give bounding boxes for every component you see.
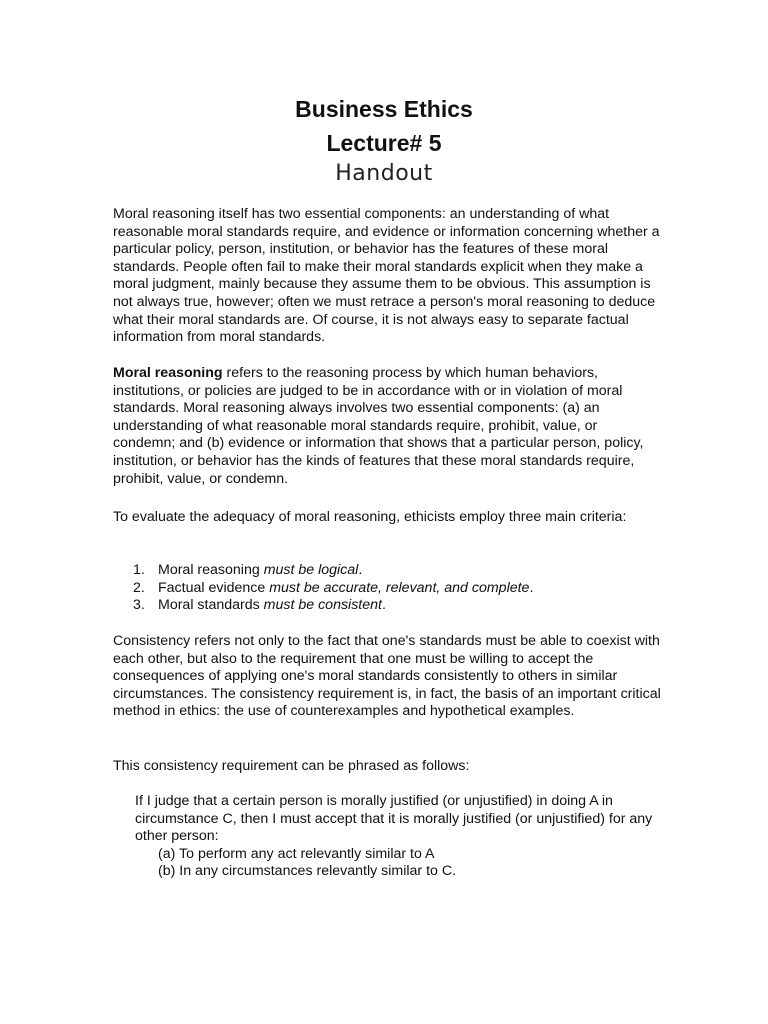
criteria-item [113, 580, 661, 598]
document-title: Business Ethics [295, 96, 473, 122]
criteria-emphasis: must be logical [263, 562, 359, 578]
criteria-item [113, 597, 661, 615]
criteria-number: 1. [133, 562, 145, 578]
definition-paragraph [113, 365, 661, 488]
criteria-item [113, 562, 661, 580]
criteria-number: 2. [133, 579, 145, 596]
statement-text: If I judge that a certain person is morally justified (or unjustified) in doing A in circumstance C, then I must accept that it is morally justified (or unjustified) for any other person: [135, 793, 653, 845]
definition-term: Moral reasoning [113, 365, 223, 381]
criteria-prefix: Factual evidence [158, 579, 270, 596]
criteria-suffix: . [381, 597, 386, 614]
statement-item-a: (a) To perform any act relevantly similar to A [158, 845, 435, 862]
criteria-emphasis: must be consistent [263, 597, 382, 614]
criteria-list [113, 562, 661, 615]
statement-item-b: (b) In any circumstances relevantly similar to C. [158, 863, 457, 880]
criteria-suffix: . [358, 562, 363, 578]
intro-paragraph: Moral reasoning itself has two essential components: an understanding of what reasonable moral standards require, and evidence or information concerning whether a particular policy, person, institution, or behavior has the features of these moral standards. People often fail to make their moral standards explicit when they make a moral judgment, mainly because they assume them to be obvious. This assumption is not always true, however; often we must retrace a person's moral reasoning to deduce what their moral standards are. Of course, it is not always easy to separate factual information from moral standards. [113, 206, 660, 346]
consistency-paragraph: Consistency refers not only to the fact that one's standards must be able to coexist with each other, but also to the requirement that one must be willing to accept the consequences of applying one's moral standards consistently to others in similar circumstances. The consistency requirement is, in fact, the basis of an important critical method in ethics: the use of counterexamples and hypothetical examples. [113, 633, 661, 720]
definition-text: refers to the reasoning process by which human behaviors, institutions, or policies are judged to be in accordance with or in violation of moral standards. Moral reasoning always involves two essential components: (a) an understanding of what reasonable moral standards require, prohibit, value, or condemn; and (b) evidence or information that shows that a particular person, policy, institution, or behavior has the kinds of features that these moral standards require, prohibit, value, or condemn. [113, 365, 644, 487]
criteria-suffix: . [529, 579, 534, 596]
phrasing-intro-paragraph: This consistency requirement can be phrased as follows: [113, 758, 470, 774]
criteria-prefix: Moral standards [158, 597, 264, 614]
criteria-intro-paragraph: To evaluate the adequacy of moral reasoning, ethicists employ three main criteria: [113, 509, 627, 525]
criteria-emphasis: must be accurate, relevant, and complete [269, 579, 530, 596]
lecture-number: Lecture# 5 [326, 130, 442, 156]
document-subtitle: Handout [335, 161, 433, 186]
consistency-statement [135, 793, 655, 881]
criteria-number: 3. [133, 597, 145, 614]
criteria-prefix: Moral reasoning [158, 562, 264, 578]
